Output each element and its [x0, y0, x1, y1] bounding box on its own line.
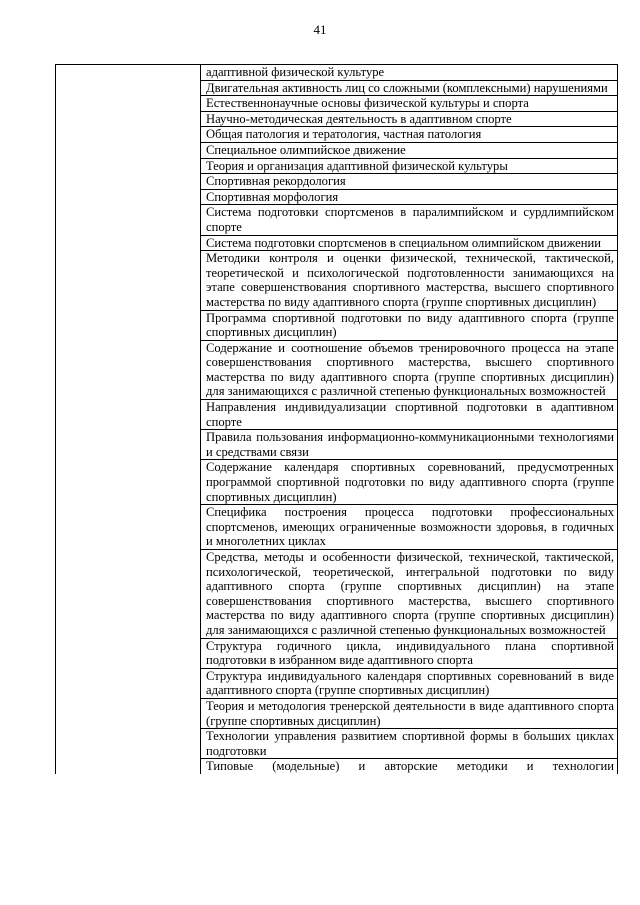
table-cell: Спортивная рекордология: [201, 174, 618, 190]
table-cell: Двигательная активность лиц со сложными (комплексными) нарушениями: [201, 80, 618, 96]
table-cell: Структура индивидуального календаря спортивных соревнований в виде адаптивного спорта (группе спортивных дисциплин): [201, 668, 618, 698]
requirements-table: [55, 64, 618, 774]
page-number: 41: [313, 22, 327, 37]
table-cell: Средства, методы и особенности физической, технической, тактической, психологической, теоретической, интегральной подготовки по виду адаптивного спорта (группе спортивных дисциплин) на этапе совершенствования спортивного мастерства, высшего спортивного мастерства по виду адаптивного спорта (группе спортивных дисциплин) для занимающихся с различной степенью функциональных возможностей: [201, 550, 618, 639]
table-cell: Направления индивидуализации спортивной подготовки в адаптивном спорте: [201, 400, 618, 430]
table-cell: Содержание календаря спортивных соревнований, предусмотренных программой спортивной подготовки по виду адаптивного спорта (группе спортивных дисциплин): [201, 460, 618, 505]
table-cell: адаптивной физической культуре: [201, 65, 618, 81]
empty-left-column: [56, 65, 201, 774]
table-cell: Специфика построения процесса подготовки профессиональных спортсменов, имеющих ограниченные возможности здоровья, в годичных и многолетних циклах: [201, 505, 618, 550]
table-cell: Структура годичного цикла, индивидуального плана спортивной подготовки в избранном виде адаптивного спорта: [201, 638, 618, 668]
table-cell: Общая патология и тератология, частная патология: [201, 127, 618, 143]
table-cell: Технологии управления развитием спортивной формы в больших циклах подготовки: [201, 729, 618, 759]
table-cell: Программа спортивной подготовки по виду адаптивного спорта (группе спортивных дисциплин): [201, 310, 618, 340]
table-cell: Правила пользования информационно-коммуникационными технологиями и средствами связи: [201, 430, 618, 460]
table-cell: Типовые (модельные) и авторские методики и технологии: [201, 759, 618, 774]
table-cell: Методики контроля и оценки физической, технической, тактической, теоретической и психологической подготовленности занимающихся на этапе совершенствования спортивного мастерства, высшего спортивного мастерства по виду адаптивного спорта (группе спортивных дисциплин): [201, 251, 618, 310]
table-cell: Спортивная морфология: [201, 189, 618, 205]
table-cell: Система подготовки спортсменов в специальном олимпийском движении: [201, 235, 618, 251]
table-cell: Теория и методология тренерской деятельности в виде адаптивного спорта (группе спортивных дисциплин): [201, 698, 618, 728]
table-cell: Естественнонаучные основы физической культуры и спорта: [201, 96, 618, 112]
table-cell: Специальное олимпийское движение: [201, 142, 618, 158]
table-cell: Теория и организация адаптивной физической культуры: [201, 158, 618, 174]
table-row: [56, 65, 618, 81]
table-cell: Содержание и соотношение объемов тренировочного процесса на этапе совершенствования спортивного мастерства, высшего спортивного мастерства по виду адаптивного спорта (группе спортивных дисциплин) для занимающихся с различной степенью функциональных возможностей: [201, 340, 618, 399]
table-cell: Научно-методическая деятельность в адаптивном спорте: [201, 111, 618, 127]
table-cell: Система подготовки спортсменов в паралимпийском и сурдлимпийском спорте: [201, 205, 618, 235]
